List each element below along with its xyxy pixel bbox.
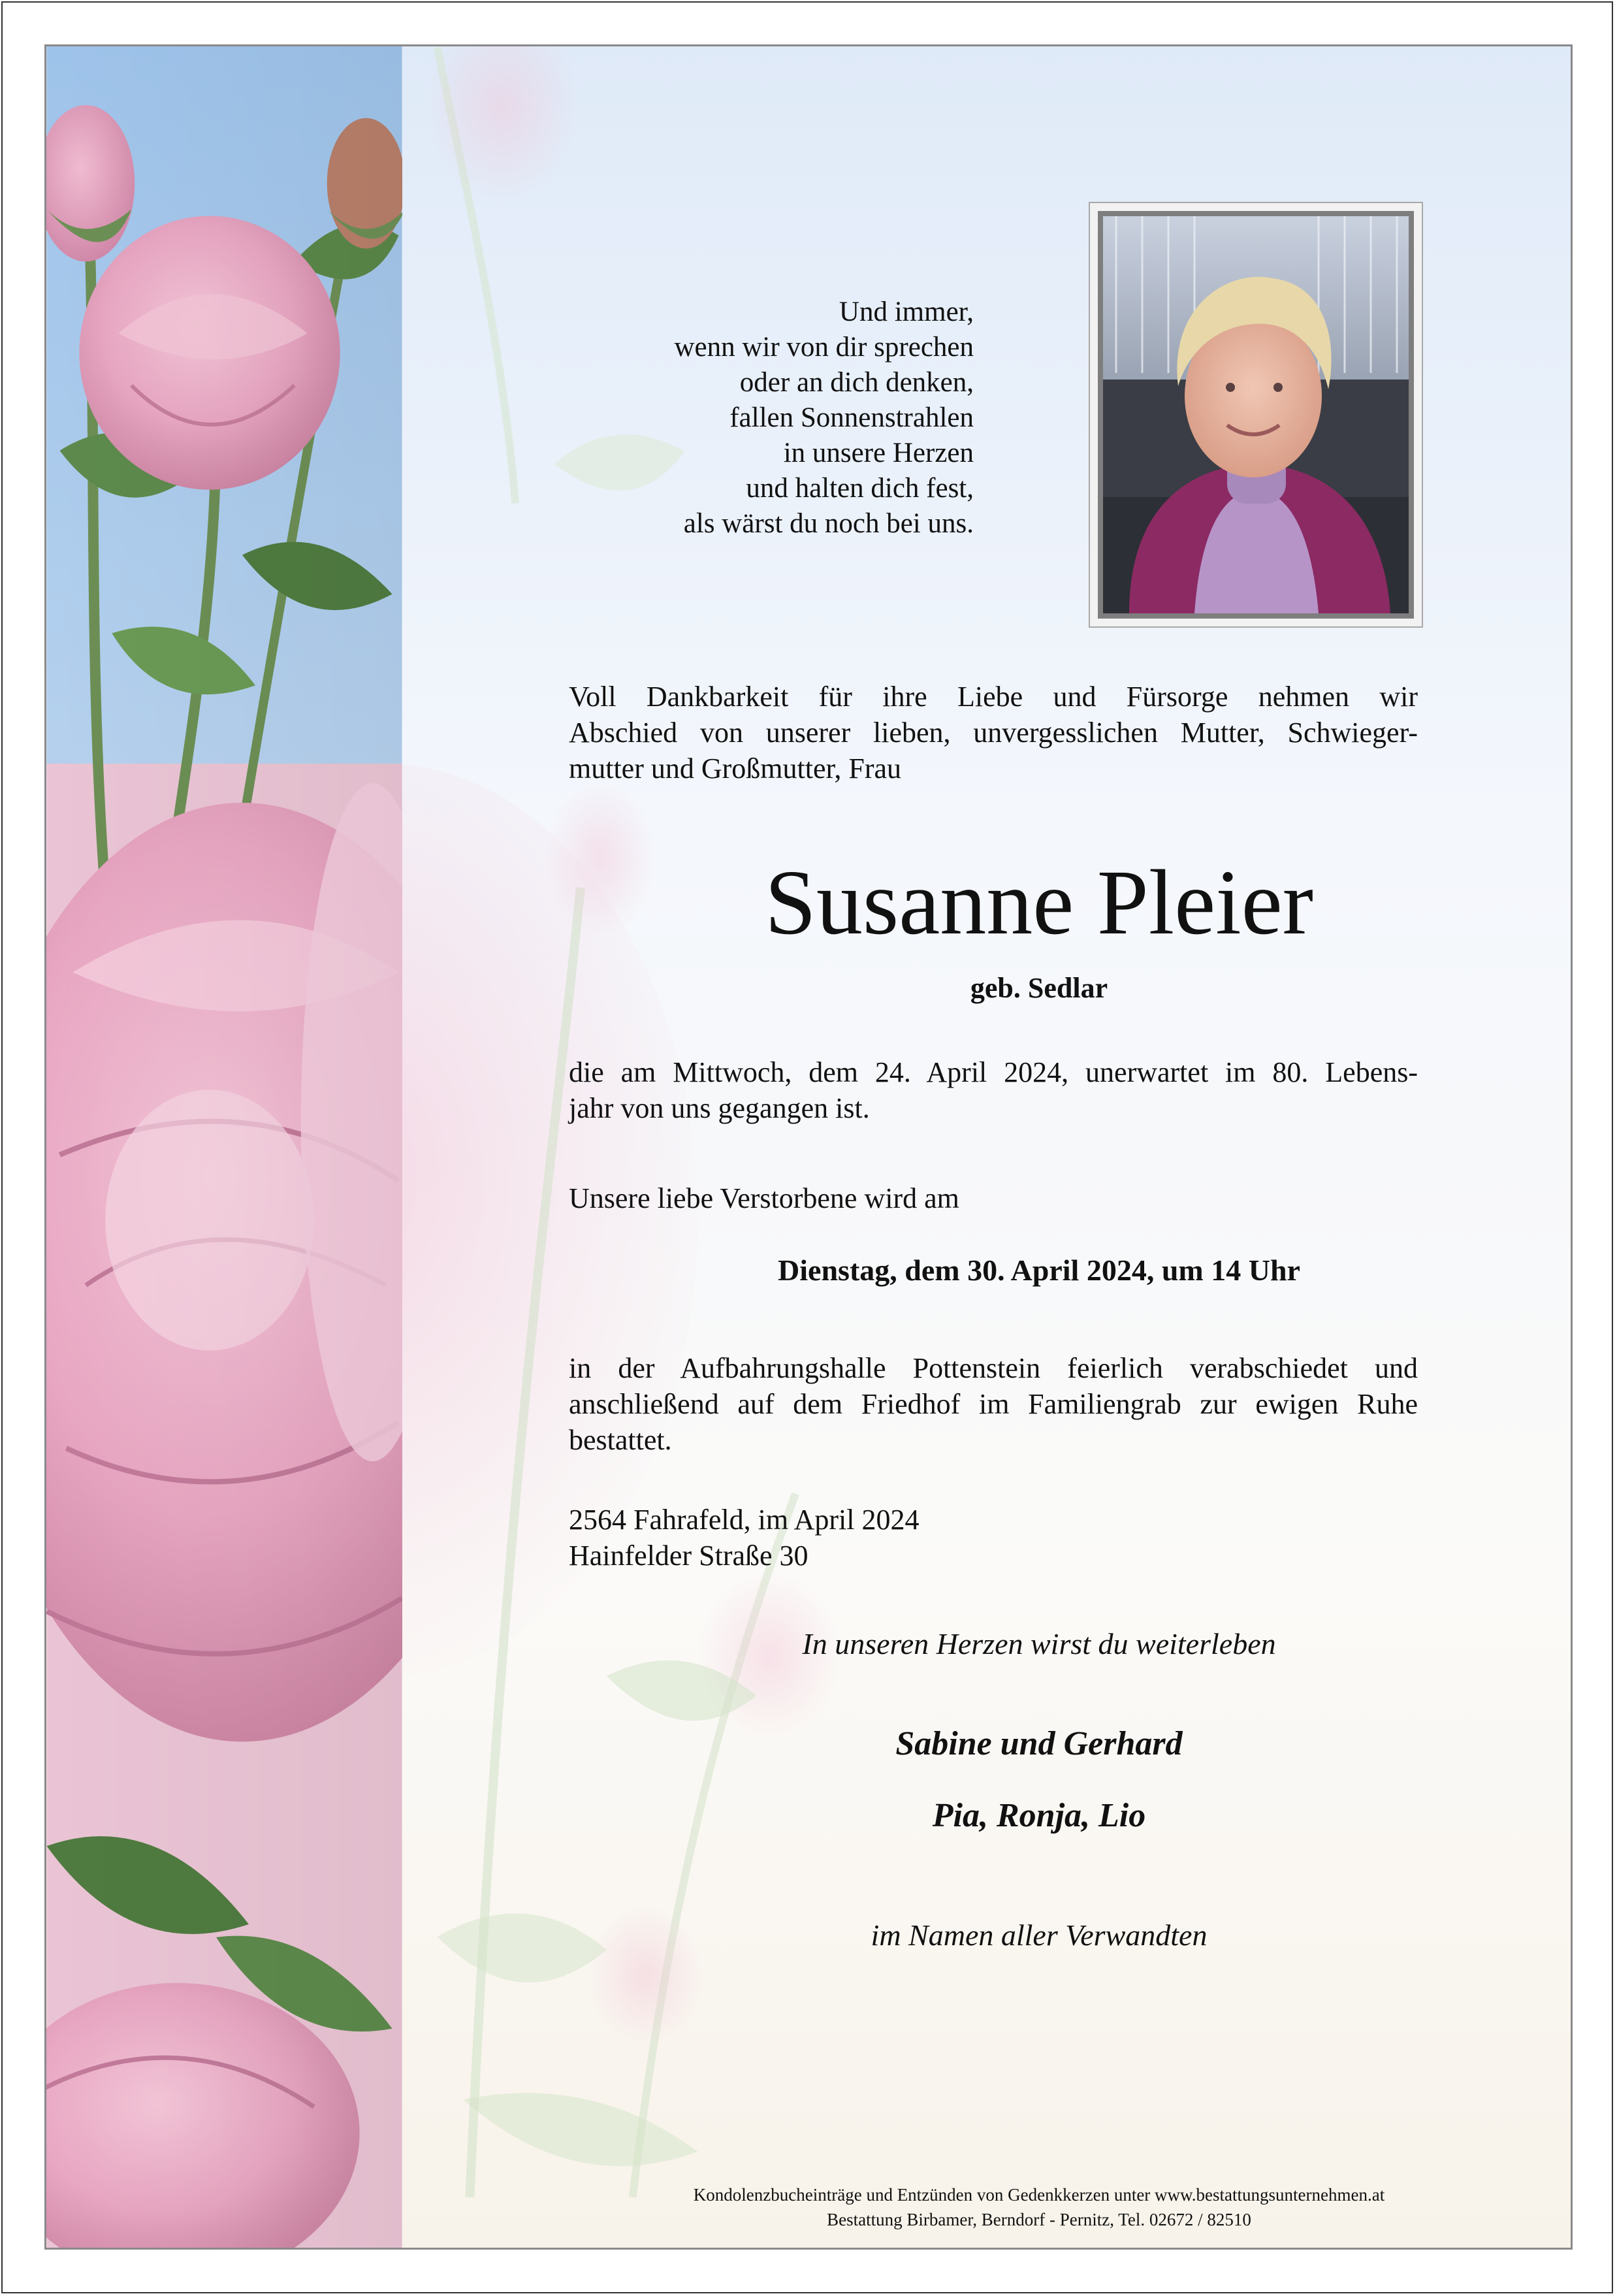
service-intro: Unsere liebe Verstorbene wird am [569,1182,959,1214]
faint-rose-bud [424,46,581,204]
portrait-photo [1098,211,1414,619]
death-notice [569,1054,1418,1126]
address-line-place-date: 2564 Fahrafeld, im April 2024 [569,1504,920,1536]
death-line: die am Mittwoch, dem 24. April 2024, unerwartet im 80. Lebens- [569,1056,1418,1088]
poem-line: und halten dich fest, [746,473,974,504]
intro-line: mutter und Großmutter, Frau [569,752,902,784]
memorial-poem [504,295,974,542]
death-line: jahr von uns gegangen ist. [569,1092,870,1124]
address-line-street: Hainfelder Straße 30 [569,1540,809,1572]
obituary-card [44,44,1573,2250]
signatories-grandchildren: Pia, Ronja, Lio [932,1797,1146,1834]
portrait-photo-icon [1103,216,1409,613]
service-line: anschließend auf dem Friedhof im Familiengrab zur ewigen Ruhe [569,1388,1418,1420]
strip-shade [46,46,402,2248]
footer-funeral-home-line: Bestattung Birbamer, Berndorf - Pernitz, Tel. 02672 / 82510 [827,2210,1251,2229]
poem-line: Und immer, [839,297,974,327]
footer-condolence-line: Kondolenzbucheinträge und Entzünden von Gedenkkerzen unter www.bestattungsunternehmen.at [693,2185,1385,2205]
address-block [569,1502,1418,1574]
portrait-frame [1089,202,1423,628]
faint-leaf [463,2093,697,2166]
intro-paragraph [569,679,1418,786]
relatives-note: im Namen aller Verwandten [871,1918,1208,1952]
footer [569,2182,1509,2232]
poem-line: wenn wir von dir sprechen [674,332,974,363]
service-line: bestattet. [569,1424,672,1456]
poem-line: fallen Sonnenstrahlen [729,402,974,433]
poem-line: als wärst du noch bei uns. [683,508,974,539]
service-details [569,1350,1418,1458]
poem-line: in unsere Herzen [783,438,974,468]
service-date: Dienstag, dem 30. April 2024, um 14 Uhr [778,1253,1300,1287]
maiden-name: geb. Sedlar [970,972,1108,1004]
service-line: in der Aufbahrungshalle Pottenstein feierlich verabschiedet und [569,1352,1418,1384]
intro-line: Voll Dankbarkeit für ihre Liebe und Fürsorge nehmen wir [569,681,1418,713]
signatories-children: Sabine und Gerhard [895,1725,1183,1762]
poem-line: oder an dich denken, [739,367,974,398]
memorial-motto: In unseren Herzen wirst du weiterleben [802,1627,1276,1660]
deceased-name: Susanne Pleier [764,850,1313,954]
intro-line: Abschied von unserer lieben, unvergesslichen Mutter, Schwieger- [569,717,1418,749]
